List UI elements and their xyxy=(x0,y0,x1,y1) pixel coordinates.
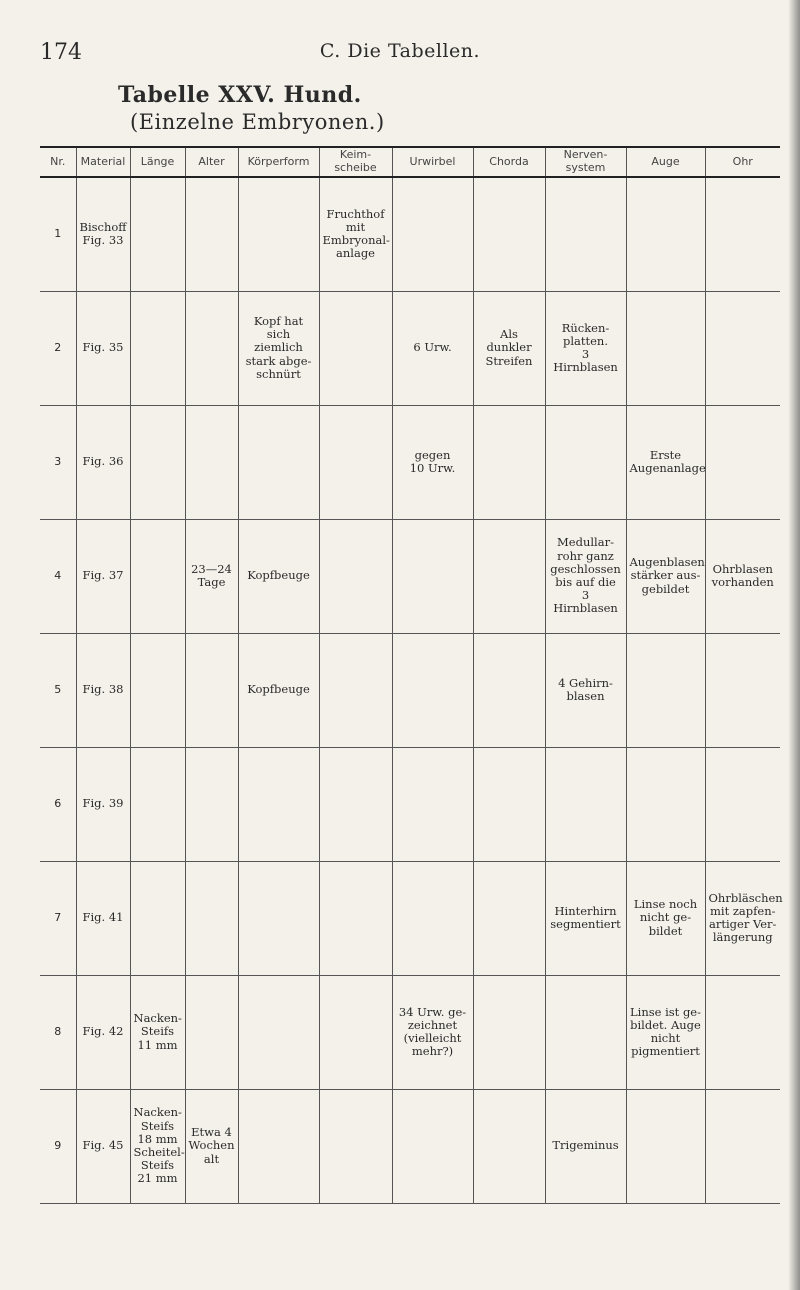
cell-material: Fig. 42 xyxy=(76,975,130,1089)
cell-material: Fig. 41 xyxy=(76,861,130,975)
cell-urwirbel: 6 Urw. xyxy=(392,291,473,405)
cell-laenge xyxy=(130,633,185,747)
cell-ohr xyxy=(705,177,780,291)
cell-urwirbel xyxy=(392,861,473,975)
column-header: Auge xyxy=(626,147,705,177)
cell-keimscheibe xyxy=(319,747,392,861)
table-row xyxy=(40,519,780,633)
cell-keimscheibe xyxy=(319,861,392,975)
table-row xyxy=(40,747,780,861)
cell-ohr xyxy=(705,747,780,861)
cell-chorda: Als dunkler Streifen xyxy=(473,291,545,405)
cell-material: Bischoff Fig. 33 xyxy=(76,177,130,291)
cell-auge xyxy=(626,177,705,291)
cell-keimscheibe xyxy=(319,975,392,1089)
cell-koerperform xyxy=(238,1089,319,1203)
cell-alter: Etwa 4 Wochen alt xyxy=(185,1089,238,1203)
cell-laenge xyxy=(130,861,185,975)
cell-laenge xyxy=(130,177,185,291)
column-header: Nerven- system xyxy=(545,147,626,177)
cell-alter xyxy=(185,747,238,861)
column-header: Chorda xyxy=(473,147,545,177)
table-subtitle: (Einzelne Embryonen.) xyxy=(130,110,385,134)
table-header xyxy=(40,147,780,177)
cell-nervensystem xyxy=(545,177,626,291)
cell-urwirbel xyxy=(392,1089,473,1203)
cell-nervensystem: Rücken- platten. 3 Hirnblasen xyxy=(545,291,626,405)
cell-nr: 5 xyxy=(40,633,76,747)
cell-urwirbel xyxy=(392,519,473,633)
cell-ohr xyxy=(705,291,780,405)
cell-nr: 4 xyxy=(40,519,76,633)
column-header: Ohr xyxy=(705,147,780,177)
cell-urwirbel: 34 Urw. ge- zeichnet (vielleicht mehr?) xyxy=(392,975,473,1089)
cell-keimscheibe: Fruchthof mit Embryonal- anlage xyxy=(319,177,392,291)
cell-alter xyxy=(185,291,238,405)
cell-nervensystem: Medullar- rohr ganz geschlossen bis auf die 3 Hirnblasen xyxy=(545,519,626,633)
cell-nervensystem: Hinterhirn segmentiert xyxy=(545,861,626,975)
cell-laenge xyxy=(130,291,185,405)
cell-auge: Erste Augenanlage xyxy=(626,405,705,519)
running-head: C. Die Tabellen. xyxy=(319,40,481,62)
cell-material: Fig. 36 xyxy=(76,405,130,519)
cell-chorda xyxy=(473,633,545,747)
cell-nr: 2 xyxy=(40,291,76,405)
header-row xyxy=(40,147,780,177)
cell-material: Fig. 45 xyxy=(76,1089,130,1203)
cell-alter: 23—24 Tage xyxy=(185,519,238,633)
cell-auge xyxy=(626,747,705,861)
cell-koerperform: Kopfbeuge xyxy=(238,633,319,747)
cell-urwirbel xyxy=(392,177,473,291)
cell-keimscheibe xyxy=(319,633,392,747)
cell-nervensystem: Trigeminus xyxy=(545,1089,626,1203)
cell-alter xyxy=(185,405,238,519)
cell-ohr: Ohrblasen vorhanden xyxy=(705,519,780,633)
cell-nr: 8 xyxy=(40,975,76,1089)
cell-urwirbel xyxy=(392,747,473,861)
table-row xyxy=(40,177,780,291)
cell-nr: 3 xyxy=(40,405,76,519)
column-header: Nr. xyxy=(40,147,76,177)
column-header: Keim- scheibe xyxy=(319,147,392,177)
cell-alter xyxy=(185,861,238,975)
cell-chorda xyxy=(473,747,545,861)
cell-nr: 6 xyxy=(40,747,76,861)
cell-nervensystem xyxy=(545,747,626,861)
cell-material: Fig. 35 xyxy=(76,291,130,405)
cell-keimscheibe xyxy=(319,1089,392,1203)
table-title: Tabelle XXV. Hund. xyxy=(118,82,362,108)
cell-nr: 7 xyxy=(40,861,76,975)
table-row xyxy=(40,975,780,1089)
cell-koerperform: Kopf hat sich ziemlich stark abge- schnürt xyxy=(238,291,319,405)
cell-keimscheibe xyxy=(319,405,392,519)
cell-keimscheibe xyxy=(319,291,392,405)
cell-alter xyxy=(185,975,238,1089)
column-header: Material xyxy=(76,147,130,177)
cell-ohr xyxy=(705,1089,780,1203)
table-row xyxy=(40,861,780,975)
cell-nr: 1 xyxy=(40,177,76,291)
table-row xyxy=(40,405,780,519)
cell-nr: 9 xyxy=(40,1089,76,1203)
cell-alter xyxy=(185,633,238,747)
cell-laenge xyxy=(130,519,185,633)
cell-chorda xyxy=(473,405,545,519)
cell-nervensystem xyxy=(545,405,626,519)
table-row xyxy=(40,291,780,405)
cell-material: Fig. 39 xyxy=(76,747,130,861)
cell-laenge xyxy=(130,405,185,519)
column-header: Urwirbel xyxy=(392,147,473,177)
table-row xyxy=(40,633,780,747)
page-edge-shadow xyxy=(788,0,800,1290)
table-row xyxy=(40,1089,780,1203)
cell-auge: Linse ist ge- bildet. Auge nicht pigmentiert xyxy=(626,975,705,1089)
cell-auge: Augenblasen stärker aus- gebildet xyxy=(626,519,705,633)
cell-laenge: Nacken- Steifs 11 mm xyxy=(130,975,185,1089)
cell-koerperform xyxy=(238,861,319,975)
column-header: Alter xyxy=(185,147,238,177)
cell-auge: Linse noch nicht ge- bildet xyxy=(626,861,705,975)
cell-ohr xyxy=(705,405,780,519)
cell-chorda xyxy=(473,519,545,633)
data-table xyxy=(40,146,783,1204)
cell-ohr xyxy=(705,975,780,1089)
cell-ohr: Ohrbläschen mit zapfen- artiger Ver- längerung xyxy=(705,861,780,975)
cell-chorda xyxy=(473,975,545,1089)
column-header: Körperform xyxy=(238,147,319,177)
cell-nervensystem: 4 Gehirn- blasen xyxy=(545,633,626,747)
cell-chorda xyxy=(473,177,545,291)
cell-auge xyxy=(626,1089,705,1203)
column-header: Länge xyxy=(130,147,185,177)
cell-koerperform xyxy=(238,177,319,291)
cell-keimscheibe xyxy=(319,519,392,633)
page-number: 174 xyxy=(40,40,82,65)
cell-urwirbel xyxy=(392,633,473,747)
cell-auge xyxy=(626,291,705,405)
cell-chorda xyxy=(473,861,545,975)
cell-koerperform xyxy=(238,975,319,1089)
cell-koerperform: Kopfbeuge xyxy=(238,519,319,633)
table-body xyxy=(40,177,783,1203)
cell-laenge xyxy=(130,747,185,861)
cell-laenge: Nacken- Steifs 18 mm Scheitel- Steifs 21 mm xyxy=(130,1089,185,1203)
cell-chorda xyxy=(473,1089,545,1203)
cell-ohr xyxy=(705,633,780,747)
cell-urwirbel: gegen 10 Urw. xyxy=(392,405,473,519)
cell-koerperform xyxy=(238,405,319,519)
cell-alter xyxy=(185,177,238,291)
cell-koerperform xyxy=(238,747,319,861)
cell-material: Fig. 37 xyxy=(76,519,130,633)
cell-auge xyxy=(626,633,705,747)
cell-nervensystem xyxy=(545,975,626,1089)
cell-material: Fig. 38 xyxy=(76,633,130,747)
